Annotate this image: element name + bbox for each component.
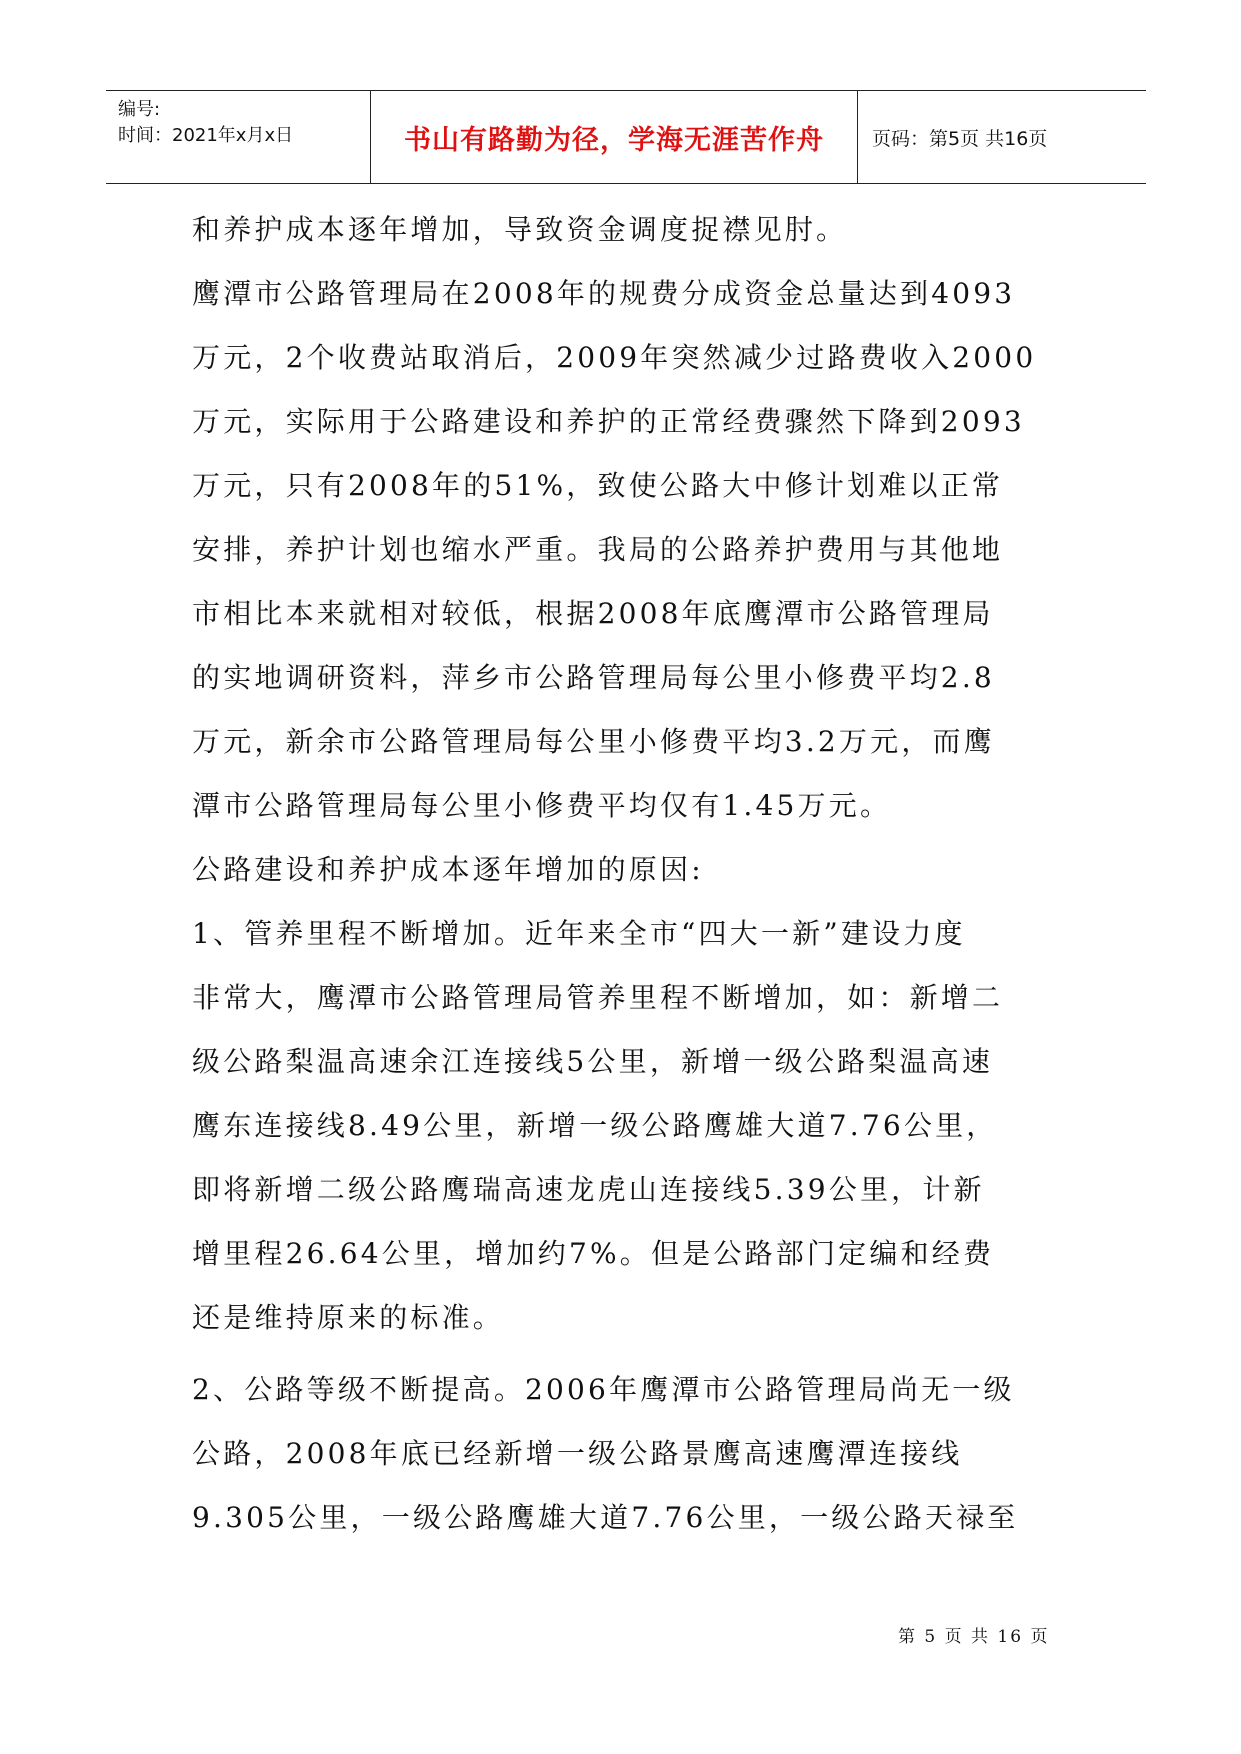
header-motto: 书山有路勤为径，学海无涯苦作舟: [370, 91, 858, 183]
body-line: 万元，实际用于公路建设和养护的正常经费骤然下降到2093: [192, 405, 1025, 438]
body-line: 即将新增二级公路鹰瑞高速龙虎山连接线5.39公里，计新: [192, 1173, 985, 1206]
body-line: 非常大，鹰潭市公路管理局管养里程不断增加，如：新增二: [192, 981, 1004, 1014]
body-line: 还是维持原来的标准。: [192, 1301, 505, 1334]
body-line: 鹰潭市公路管理局在2008年的规费分成资金总量达到4093: [192, 277, 1016, 310]
body-line: 鹰东连接线8.49公里，新增一级公路鹰雄大道7.76公里，: [192, 1109, 998, 1142]
header-page-code: 页码：第5页 共16页: [872, 127, 1048, 150]
body-line: 增里程26.64公里，增加约7%。但是公路部门定编和经费: [192, 1237, 995, 1270]
body-line: 市相比本来就相对较低，根据2008年底鹰潭市公路管理局: [192, 597, 994, 630]
body-line: 级公路梨温高速余江连接线5公里，新增一级公路梨温高速: [192, 1045, 994, 1078]
body-line: 9.305公里，一级公路鹰雄大道7.76公里，一级公路天禄至: [192, 1501, 1019, 1534]
body-line: 公路，2008年底已经新增一级公路景鹰高速鹰潭连接线: [192, 1437, 963, 1470]
body-line: 潭市公路管理局每公里小修费平均仅有1.45万元。: [192, 789, 892, 822]
body-line: 万元，只有2008年的51%，致使公路大中修计划难以正常: [192, 469, 1004, 502]
page-footer: 第 5 页 共 16 页: [898, 1627, 1050, 1647]
body-line: 万元，2个收费站取消后，2009年突然减少过路费收入2000: [192, 341, 1037, 374]
document-number-label: 编号:: [118, 99, 161, 120]
document-time-label: 时间：2021年x月x日: [118, 125, 294, 146]
document-body: [192, 198, 1062, 1550]
page-header: [106, 90, 1146, 184]
header-meta: [106, 91, 370, 183]
body-line: 万元，新余市公路管理局每公里小修费平均3.2万元，而鹰: [192, 725, 995, 758]
body-line: 安排，养护计划也缩水严重。我局的公路养护费用与其他地: [192, 533, 1004, 566]
body-line: 的实地调研资料，萍乡市公路管理局每公里小修费平均2.8: [192, 661, 995, 694]
body-line: 公路建设和养护成本逐年增加的原因:: [192, 853, 704, 886]
body-line: 和养护成本逐年增加，导致资金调度捉襟见肘。: [192, 213, 848, 246]
body-line: 2、公路等级不断提高。2006年鹰潭市公路管理局尚无一级: [192, 1373, 1015, 1406]
body-line: 1、管养里程不断增加。近年来全市“四大一新”建设力度: [192, 917, 966, 950]
